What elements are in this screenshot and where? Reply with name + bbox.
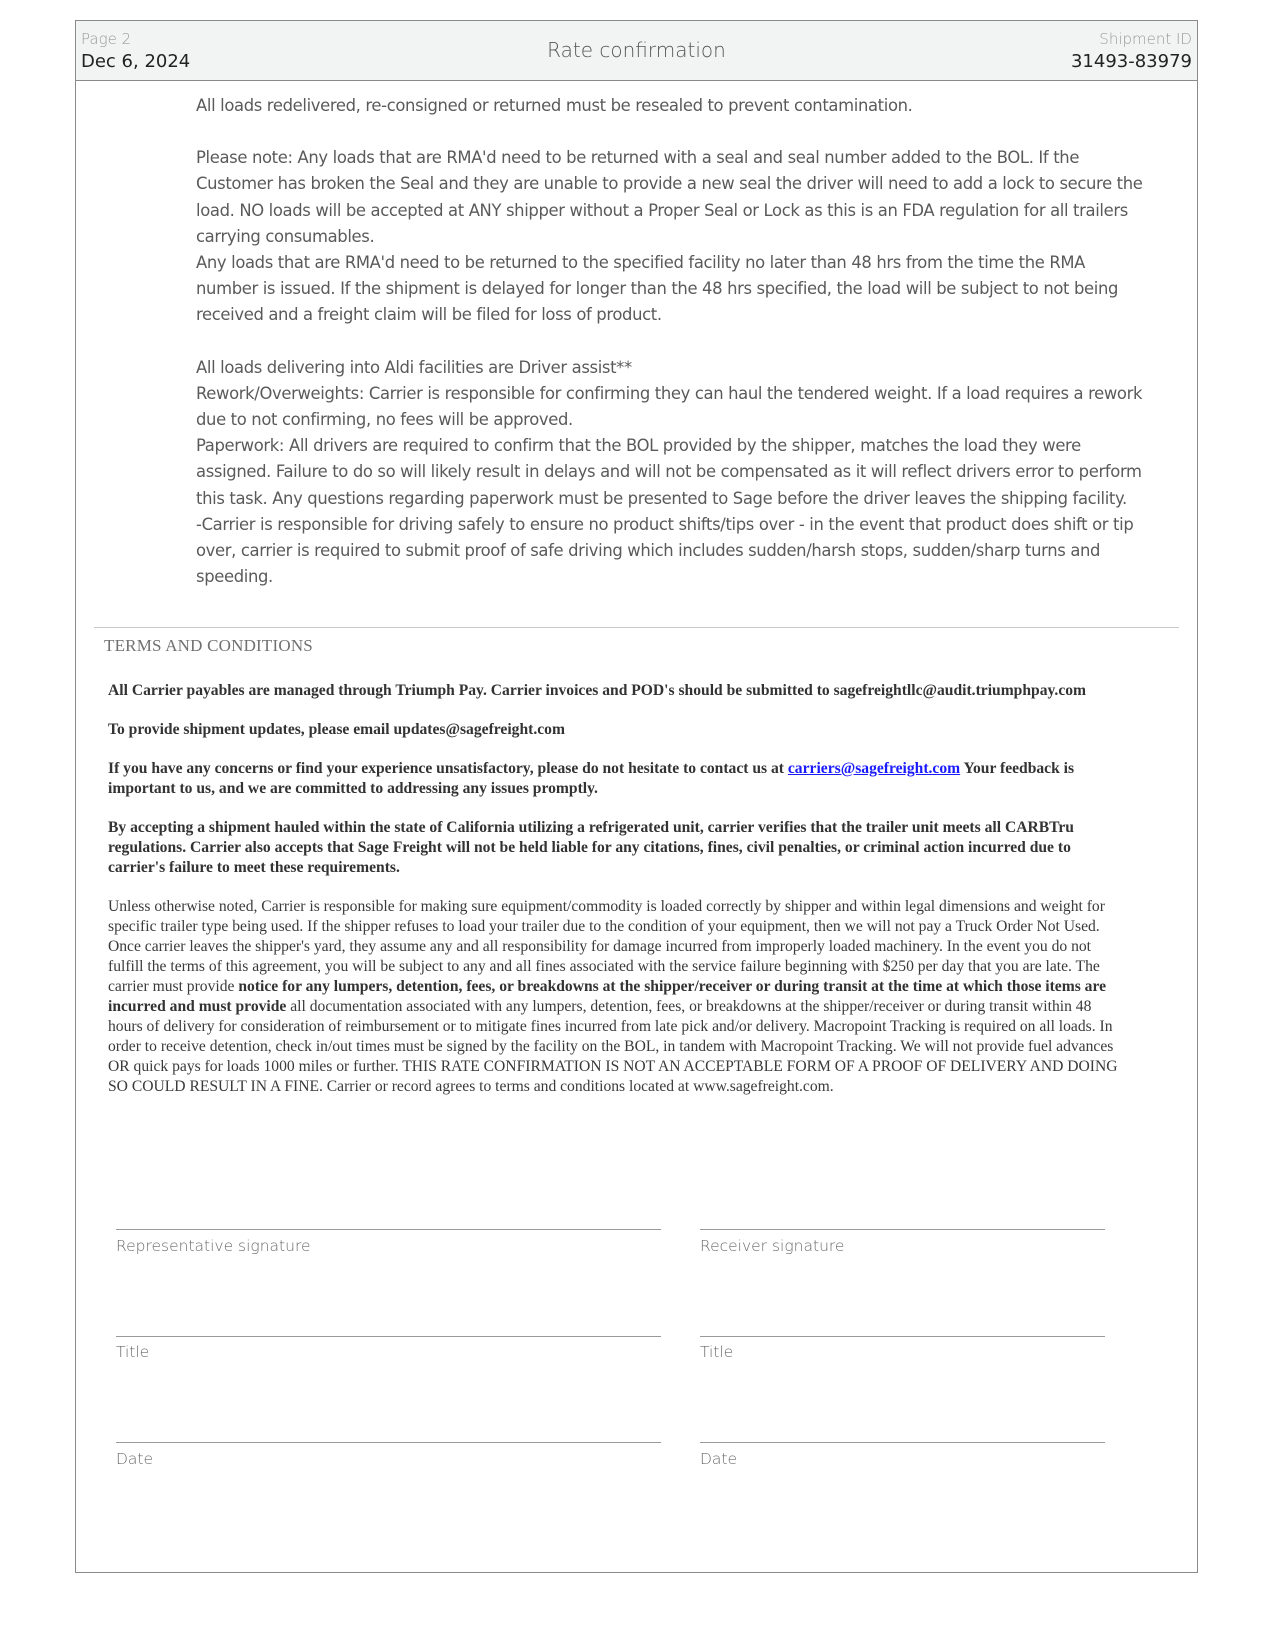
terms-general-text-a: Unless otherwise noted, Carrier is responsible for making sure equipment/commodity is loaded correctly by shipper and within legal dimensions and weight for specific trailer type being used. If the shipper refuses to load your trailer due to the condition of your equipment, then we will not pay a Truck Order Not Used. Once carrier leaves the shipper's yard, they assume any and all responsibility for damage incurred from improperly loaded machinery. In the event you do not fulfill the terms of this agreement, you will be subject to any and all fines associated with the service failure beginning with $250 per day that you are late. The carrier must provide [108,898,1105,995]
carriers-email-link[interactable]: carriers@sagefreight.com [787,760,961,777]
note-paperwork: Paperwork: All drivers are required to confirm that the BOL provided by the shipper, matches the load they were assigned. Failure to do so will likely result in delays and will not be compensated as it will reflect drivers error to perform this task. Any questions regarding paperwork must be presented to Sage before the driver leaves the shipping facility. [196,436,1142,508]
shipment-id: 31493-83979 [1070,51,1192,72]
note-safe-driving: -Carrier is responsible for driving safely to ensure no product shifts/tips over - in the event that product does shift or tip over, carrier is required to submit proof of safe driving which includes sudden/harsh stops, sudden/sharp turns and speeding. [196,514,1134,587]
terms-updates [108,720,1128,740]
terms-concerns-text-a: If you have any concerns or find your experience unsatisfactory, please do not hesitate to contact us at [108,760,788,777]
terms-california-text: By accepting a shipment hauled within the state of California utilizing a refrigerated unit, carrier verifies that the trailer unit meets all CARBTru regulations. Carrier also accepts that Sage Freight will not be held liable for any citations, fines, civil penalties, or criminal action incurred due to carrier's failure to meet these requirements. [108,819,1074,876]
page-header [76,21,1197,81]
terms-body [108,681,1128,1116]
terms-general-text-b: all documentation associated with any lumpers, detention, fees, or breakdowns at the shipper/receiver or during transit within 48 hours of delivery for consideration of reimbursement or to mitigate fines incurred from late pick and/or delivery. Macropoint Tracking is required on all loads. In order to receive detention, check in/out times must be signed by the facility on the BOL, in tandem with Macropoint Tracking. We will not provide fuel advances OR quick pays for loads 1000 miles or further. THIS RATE CONFIRMATION IS NOT AN ACCEPTABLE FORM OF A PROOF OF DELIVERY AND DOING SO COULD RESULT IN A FINE. Carrier or record agrees to terms and conditions located at www.sagefreight.com. [108,998,1118,1095]
page-number: Page 2 [81,30,132,48]
section-divider [94,627,1179,628]
rep-signature-line[interactable] [116,1229,661,1230]
receiver-title-line[interactable] [700,1336,1105,1337]
receiver-date-label: Date [700,1450,738,1468]
note-rma-seal: Please note: Any loads that are RMA'd need to be returned with a seal and seal number added to the BOL. If the Customer has broken the Seal and they are unable to provide a new seal the driver will need to add a lock to secure the load. NO loads will be accepted at ANY shipper without a Proper Seal or Lock as this is an FDA regulation for all trailers carrying consumables. [196,148,1143,246]
rep-signature-label: Representative signature [116,1237,311,1255]
note-reseal: All loads redelivered, re-consigned or returned must be resealed to prevent contamination. [196,96,913,115]
rep-date-label: Date [116,1450,154,1468]
terms-general [108,897,1128,1097]
terms-payables [108,681,1128,701]
receiver-date-line[interactable] [700,1442,1105,1443]
shipment-id-label: Shipment ID [1099,30,1192,48]
shipment-notes [196,93,1146,590]
receiver-title-label: Title [700,1343,734,1361]
header-right [1071,29,1192,75]
rep-title-label: Title [116,1343,150,1361]
terms-updates-text: To provide shipment updates, please email updates@sagefreight.com [108,721,565,738]
page-frame [75,20,1198,1573]
terms-california [108,818,1128,878]
note-rma-return: Any loads that are RMA'd need to be returned to the specified facility no later than 48 hrs from the time the RMA number is issued. If the shipment is delayed for longer than the 48 hrs specified, the load will be subject to not being received and a freight claim will be filed for loss of product. [196,253,1119,325]
terms-heading: TERMS AND CONDITIONS [104,636,313,655]
terms-general-bold: notice for any lumpers, detention, fees, or breakdowns at the shipper/receiver or during transit at the time at which those items are incurred and must provide [108,978,1107,1015]
receiver-signature-label: Receiver signature [700,1237,845,1255]
note-rework: Rework/Overweights: Carrier is responsible for confirming they can haul the tendered weight. If a load requires a rework due to not confirming, no fees will be approved. [196,383,1143,430]
receiver-signature-line[interactable] [700,1229,1105,1230]
rep-title-line[interactable] [116,1336,661,1337]
document-title: Rate confirmation [547,38,726,62]
rep-date-line[interactable] [116,1442,661,1443]
note-aldi: All loads delivering into Aldi facilities are Driver assist** [196,357,632,377]
terms-concerns [108,759,1128,799]
document-date: Dec 6, 2024 [81,51,191,72]
terms-concerns-text-b: Your feedback is important to us, and we are committed to addressing any issues promptly. [108,760,1075,797]
terms-payables-text: All Carrier payables are managed through Triumph Pay. Carrier invoices and POD's should be submitted to sagefreightllc@audit.triumphpay.com [108,682,1087,699]
